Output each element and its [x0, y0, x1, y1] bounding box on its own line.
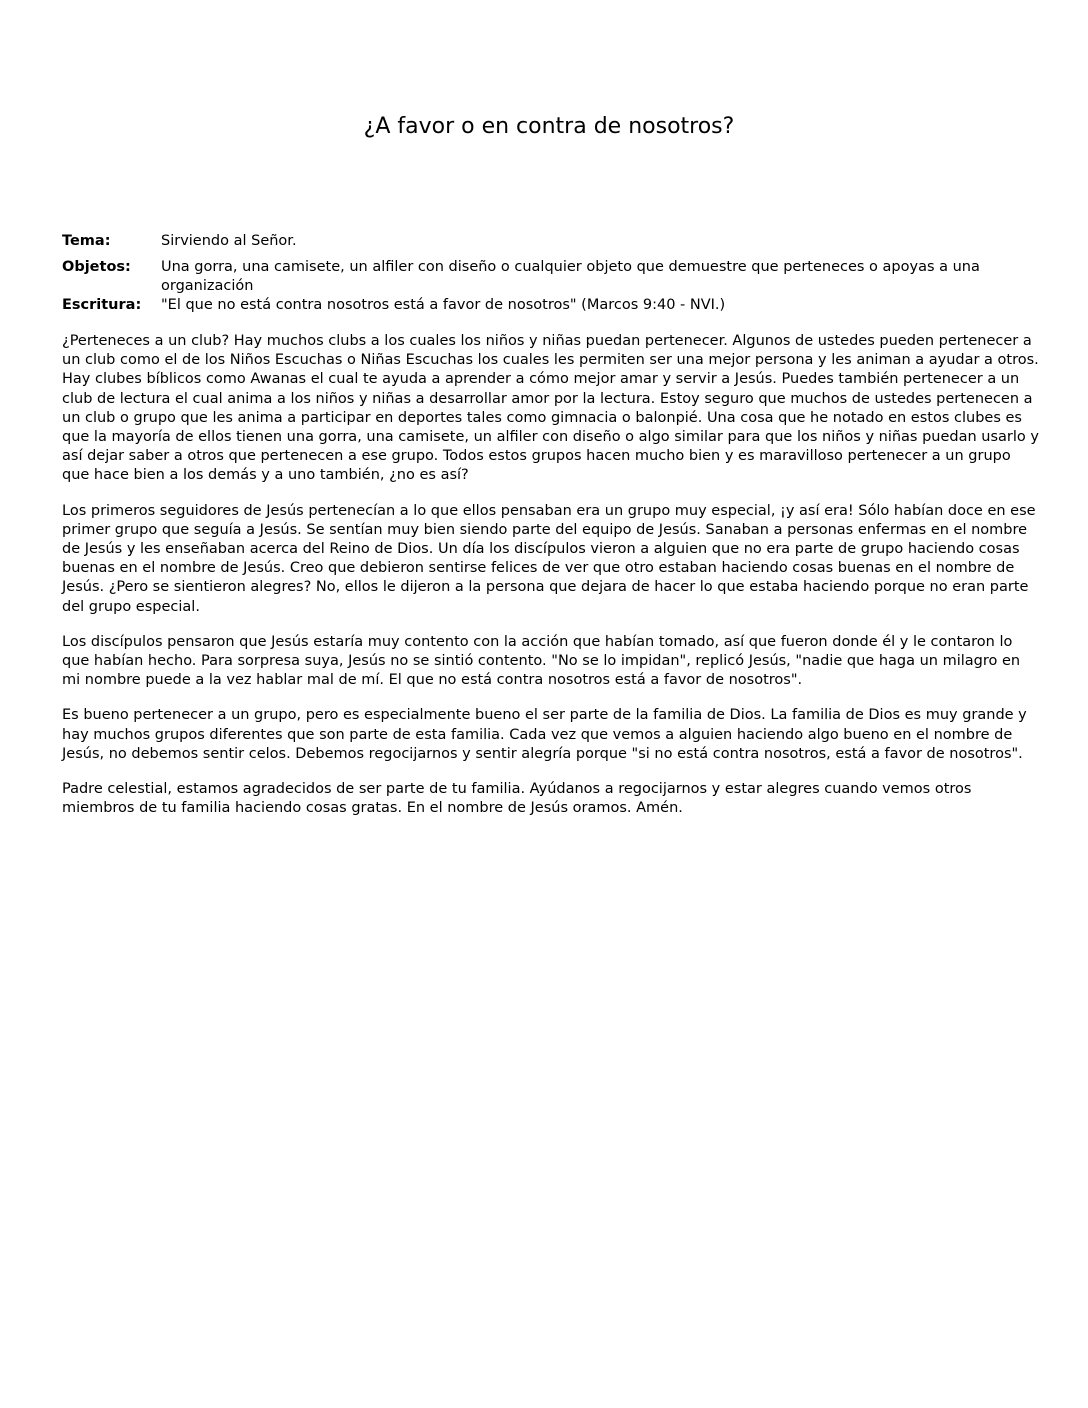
paragraph: Los discípulos pensaron que Jesús estaría muy contento con la acción que habían tomado, así que fueron donde él y le contaron lo que habían hecho. Para sorpresa suya, Jesús no se sintió contento. "No se lo impidan", replicó Jesús, "nadie que haga un milagro en mi nombre puede a la vez hablar mal de mí. El que no está contra nosotros está a favor de nosotros".	[62, 633, 1021, 689]
meta-label-objetos: Objetos:	[62, 259, 131, 275]
meta-label-escritura: Escritura:	[62, 297, 142, 313]
meta-label-tema: Tema:	[62, 233, 111, 249]
paragraph: Es bueno pertenecer a un grupo, pero es especialmente bueno el ser parte de la familia de Dios. La familia de Dios es muy grande y hay muchos grupos diferentes que son parte de esta familia. Cada vez que vemos a alguien haciendo algo bueno en el nombre de Jesús, no debemos sentir celos. Debemos regocijarnos y sentir alegría porque "si no está contra nosotros, está a favor de nosotros".	[62, 707, 1027, 762]
meta-row-objetos	[62, 258, 1042, 296]
meta-row-escritura	[62, 296, 1042, 315]
paragraph: ¿Perteneces a un club? Hay muchos clubs a los cuales los niños y niñas puedan pertenecer. Algunos de ustedes pueden pertenecer a un club como el de los Niños Escuchas o Niñas Escuchas los cuales les permiten ser una mejor persona y les animan a ayudar a otros. Hay clubes bíblicos como Awanas el cual te ayuda a aprender a cómo mejor amar y servir a Jesús. Puedes también pertenecer a un club de lectura el cual anima a los niños y niñas a desarrollar amor por la lectura. Estoy seguro que muchos de ustedes pertenecen a un club o grupo que les anima a participar en deportes tales como gimnacia o balonpié. Una cosa que he notado en estos clubes es que la mayoría de ellos tienen una gorra, una camisete, un alfiler con diseño o algo similar para que los niños y niñas puedan usarlo y así dejar saber a otros que pertenecen a ese grupo. Todos estos grupos hacen mucho bien y es maravilloso pertenecer a un grupo que hace bien a los demás y a uno también, ¿no es así?	[62, 333, 1039, 484]
lesson-body	[62, 332, 1042, 834]
meta-value-objetos: Una gorra, una camisete, un alfiler con diseño o cualquier objeto que demuestre que perteneces o apoyas a una organización	[161, 259, 980, 294]
meta-value-escritura: "El que no está contra nosotros está a favor de nosotros" (Marcos 9:40 - NVI.)	[161, 297, 726, 313]
prayer-paragraph: Padre celestial, estamos agradecidos de ser parte de tu familia. Ayúdanos a regocijarnos y estar alegres cuando vemos otros miembros de tu familia haciendo cosas gratas. En el nombre de Jesús oramos. Amén.	[62, 781, 972, 817]
meta-value-tema: Sirviendo al Señor.	[161, 233, 297, 249]
meta-row-tema	[62, 232, 1042, 251]
page-title: ¿A favor o en contra de nosotros?	[363, 114, 735, 139]
paragraph: Los primeros seguidores de Jesús pertenecían a lo que ellos pensaban era un grupo muy especial, ¡y así era! Sólo habían doce en ese primer grupo que seguía a Jesús. Se sentían muy bien siendo parte del equipo de Jesús. Sanaban a personas enfermas en el nombre de Jesús y les enseñaban acerca del Reino de Dios. Un día los discípulos vieron a alguien que no era parte de grupo haciendo cosas buenas en el nombre de Jesús. Creo que debieron sentirse felices de ver que otro estaban haciendo cosas buenas en el nombre de Jesús. ¿Pero se sientieron alegres? No, ellos le dijeron a la persona que dejara de hacer lo que estaba haciendo porque no eran parte del grupo especial.	[62, 502, 1036, 615]
lesson-metadata	[62, 232, 1042, 322]
